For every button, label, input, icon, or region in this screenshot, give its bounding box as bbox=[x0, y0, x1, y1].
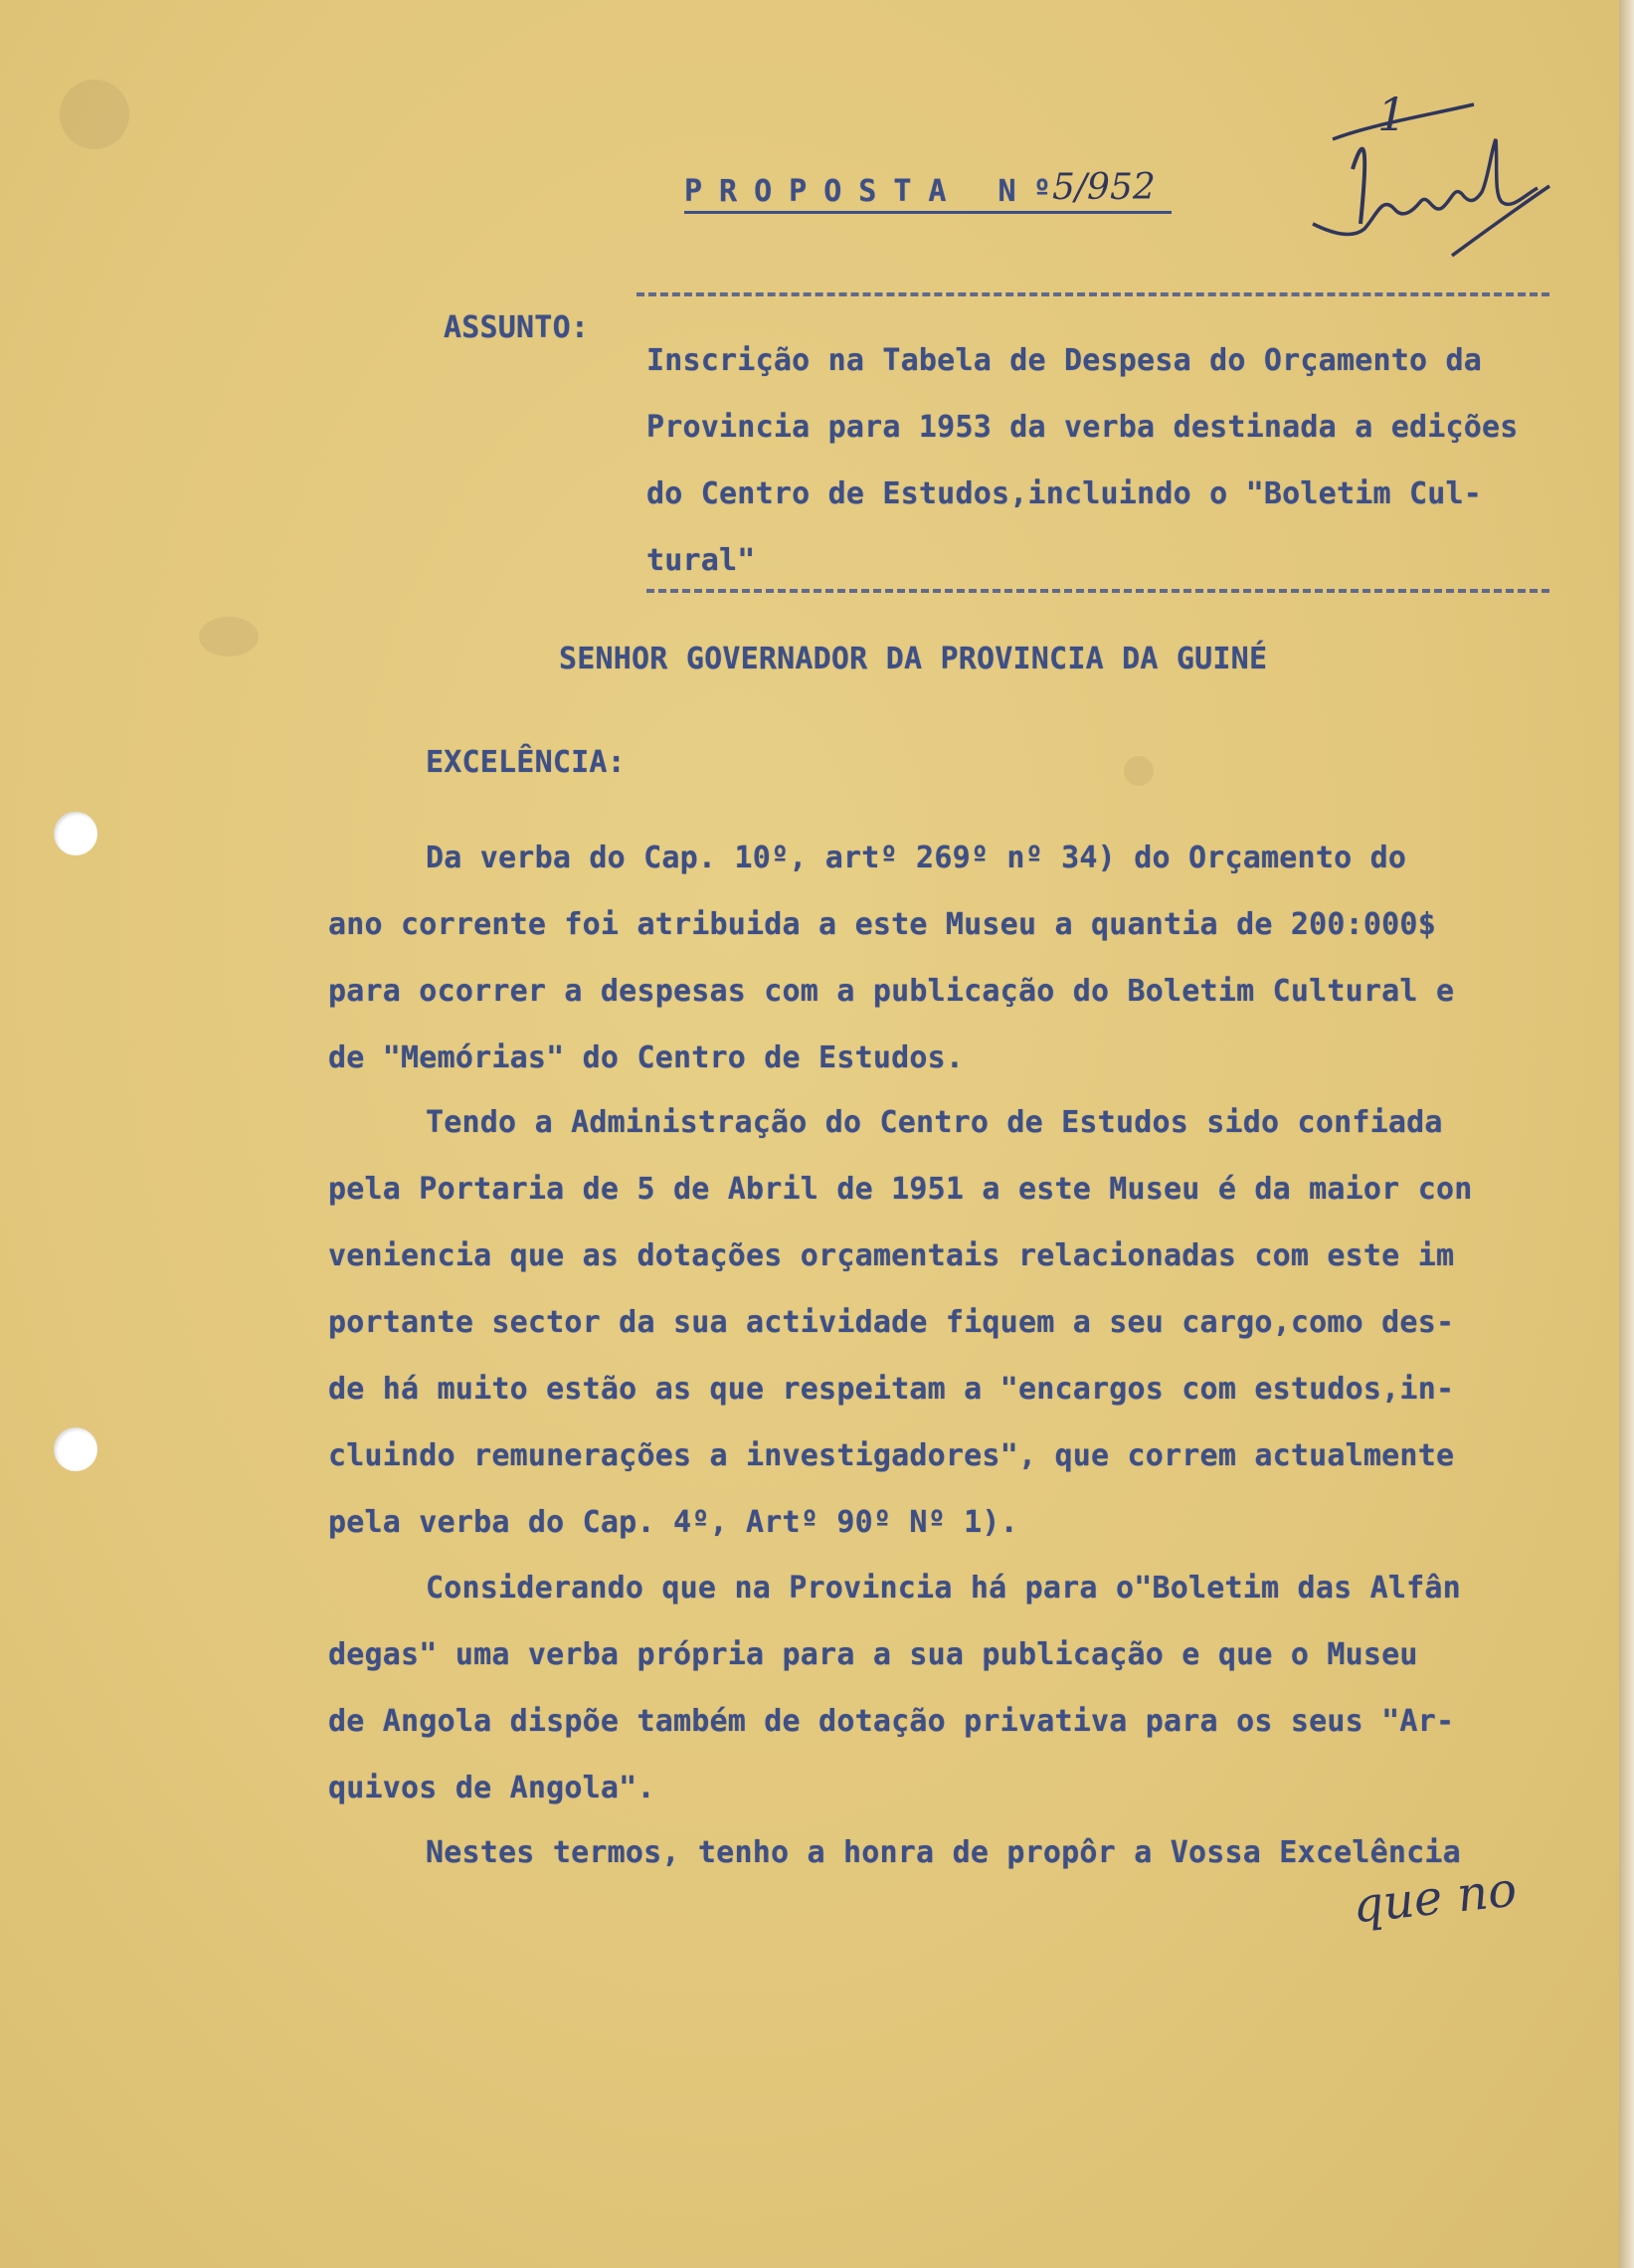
body-line: de Angola dispõe também de dotação privativa para os seus "Ar- bbox=[328, 1704, 1455, 1739]
body-line: degas" uma verba própria para a sua publicação e que o Museu bbox=[328, 1637, 1418, 1672]
dashed-rule-bottom bbox=[646, 589, 1549, 593]
body-line: veniencia que as dotações orçamentais relacionadas com este im bbox=[328, 1238, 1455, 1273]
subject-line: tural" bbox=[646, 543, 756, 578]
title-underline bbox=[684, 211, 1172, 214]
body-line: portante sector da sua actividade fiquem a seu cargo,como des- bbox=[328, 1305, 1455, 1340]
margin-annotation: 1 bbox=[1377, 88, 1407, 141]
subject-line: Inscrição na Tabela de Despesa do Orçamento da bbox=[646, 343, 1483, 378]
document-title: PROPOSTA Nº bbox=[684, 174, 1068, 209]
body-line: Da verba do Cap. 10º, artº 269º nº 34) do Orçamento do bbox=[426, 841, 1407, 875]
signature-mark bbox=[1303, 85, 1561, 274]
dashed-rule-top bbox=[636, 292, 1549, 296]
paper-stain bbox=[1124, 756, 1154, 786]
body-line: Nestes termos, tenho a honra de propôr a Vossa Excelência bbox=[426, 1835, 1461, 1870]
body-line: de "Memórias" do Centro de Estudos. bbox=[328, 1040, 965, 1075]
body-line: quivos de Angola". bbox=[328, 1771, 655, 1805]
body-line: Tendo a Administração do Centro de Estudos sido confiada bbox=[426, 1105, 1443, 1140]
salutation: EXCELÊNCIA: bbox=[426, 745, 626, 780]
proposal-number: 5/952 bbox=[1052, 167, 1156, 208]
paper-stain bbox=[60, 80, 129, 149]
body-line: ano corrente foi atribuida a este Museu a quantia de 200:000$ bbox=[328, 907, 1436, 942]
subject-line: Provincia para 1953 da verba destinada a edições bbox=[646, 410, 1519, 445]
subject-label: ASSUNTO: bbox=[444, 310, 590, 345]
page-edge bbox=[1619, 0, 1634, 2268]
body-line: de há muito estão as que respeitam a "encargos com estudos,in- bbox=[328, 1372, 1455, 1407]
subject-line: do Centro de Estudos,incluindo o "Boletim Cul- bbox=[646, 476, 1483, 511]
body-line: Considerando que na Provincia há para o"Boletim das Alfân bbox=[426, 1571, 1461, 1606]
body-line: cluindo remunerações a investigadores", que correm actualmente bbox=[328, 1438, 1455, 1473]
body-line: para ocorrer a despesas com a publicação do Boletim Cultural e bbox=[328, 974, 1455, 1009]
body-line: pela verba do Cap. 4º, Artº 90º Nº 1). bbox=[328, 1505, 1018, 1540]
punch-hole bbox=[54, 1427, 97, 1471]
body-line: pela Portaria de 5 de Abril de 1951 a este Museu é da maior con bbox=[328, 1172, 1473, 1207]
paper-stain bbox=[199, 617, 259, 657]
addressee: SENHOR GOVERNADOR DA PROVINCIA DA GUINÉ bbox=[559, 642, 1268, 676]
punch-hole bbox=[54, 812, 97, 855]
handwritten-note: que no bbox=[1350, 1861, 1520, 1935]
